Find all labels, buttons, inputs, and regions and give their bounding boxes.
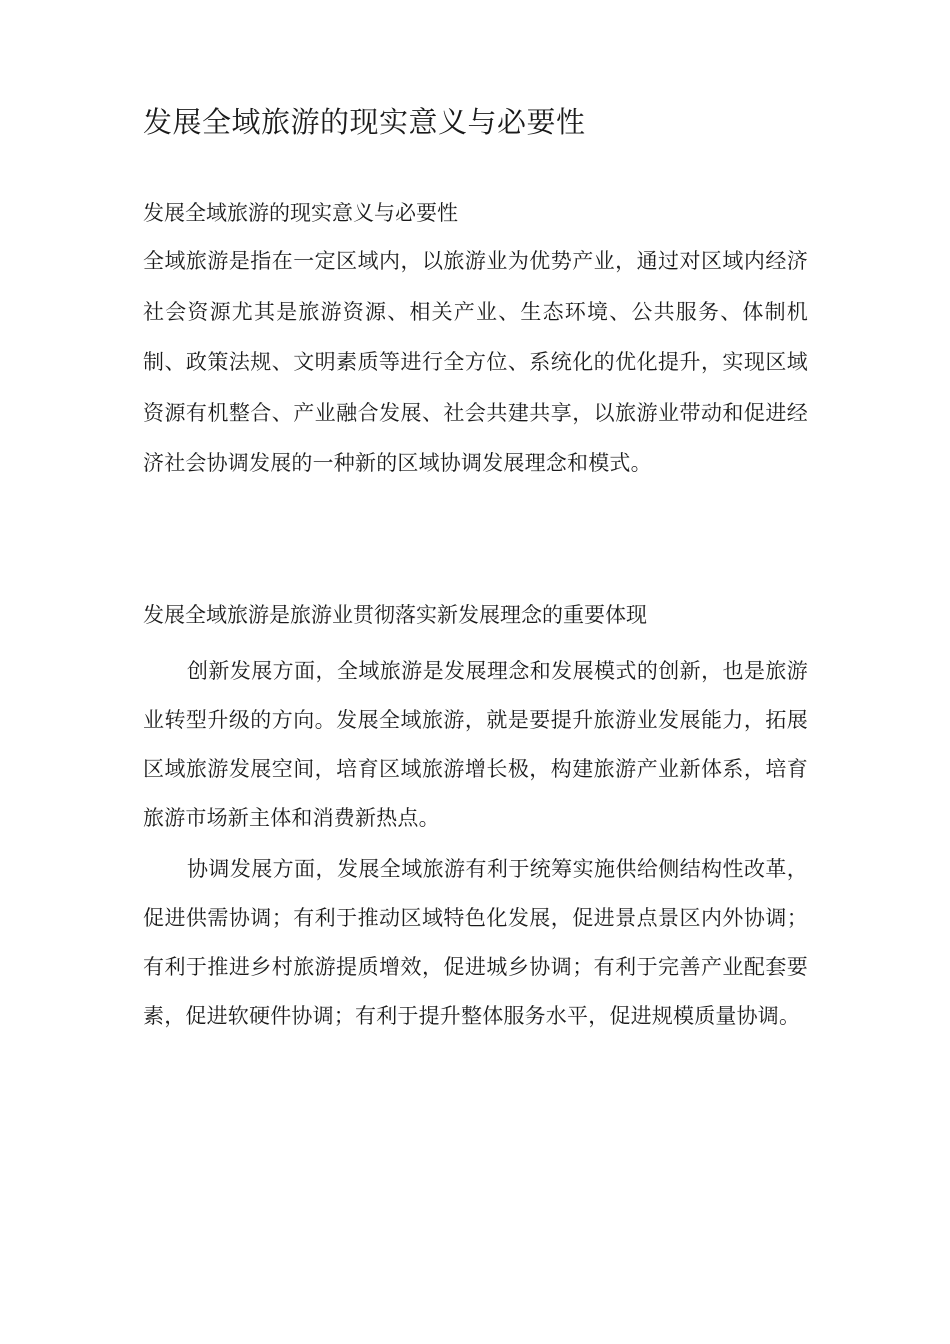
section-heading: 发展全域旅游是旅游业贯彻落实新发展理念的重要体现 <box>143 603 647 627</box>
body-paragraph-innovation: 创新发展方面，全域旅游是发展理念和发展模式的创新，也是旅游业转型升级的方向。发展全域旅游，就是要提升旅游业发展能力，拓展区域旅游发展空间，培育区域旅游增长极，构建旅游产业新体系，培育旅游市场新主体和消费新热点。 <box>143 659 808 830</box>
intro-paragraph: 全域旅游是指在一定区域内，以旅游业为优势产业，通过对区域内经济社会资源尤其是旅游资源、相关产业、生态环境、公共服务、体制机制、政策法规、文明素质等进行全方位、系统化的优化提升，实现区域资源有机整合、产业融合发展、社会共建共享，以旅游业带动和促进经济社会协调发展的一种新的区域协调发展理念和模式。 <box>143 249 808 475</box>
body-paragraph-coordination: 协调发展方面，发展全域旅游有利于统筹实施供给侧结构性改革，促进供需协调；有利于推动区域特色化发展，促进景点景区内外协调；有利于推进乡村旅游提质增效，促进城乡协调；有利于完善产业配套要素，促进软硬件协调；有利于提升整体服务水平，促进规模质量协调。 <box>143 857 808 1028</box>
document-title: 发展全域旅游的现实意义与必要性 <box>143 105 586 139</box>
document-subtitle: 发展全域旅游的现实意义与必要性 <box>143 201 458 225</box>
